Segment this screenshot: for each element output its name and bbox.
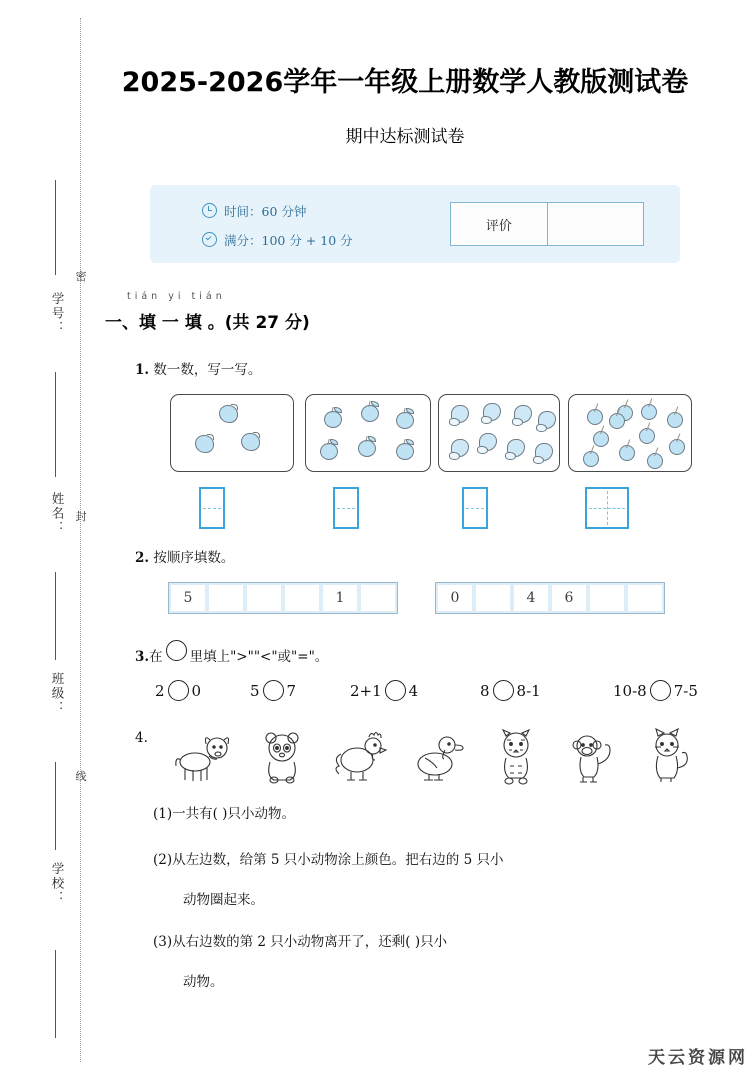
picture-box-strawberries bbox=[170, 394, 294, 472]
exam-time-row bbox=[202, 202, 306, 220]
number-cell[interactable]: 0 bbox=[436, 583, 474, 613]
question-2-number: 2. bbox=[135, 550, 150, 566]
picture-box-apples bbox=[305, 394, 431, 472]
evaluation-label: 评价 bbox=[451, 203, 548, 245]
comparison-left: 2+1 bbox=[350, 681, 382, 700]
margin-field-class: 班级： bbox=[50, 672, 65, 716]
answer-box-4[interactable] bbox=[585, 487, 629, 529]
section-header bbox=[105, 291, 665, 333]
comparison-item-3 bbox=[350, 680, 418, 701]
question-3-comparison-row bbox=[155, 680, 735, 712]
question-4-animal-row bbox=[173, 728, 733, 790]
comparison-right: 0 bbox=[191, 681, 202, 700]
comparison-right: 4 bbox=[408, 681, 419, 700]
number-strip-right bbox=[435, 582, 665, 614]
comparison-left: 8 bbox=[480, 681, 490, 700]
picture-box-cherries bbox=[568, 394, 692, 472]
question-4-sub-1: (1)一共有( )只小动物。 bbox=[153, 806, 295, 822]
question-2-prompt: 按顺序填数。 bbox=[153, 550, 235, 566]
answer-box-2[interactable] bbox=[333, 487, 359, 529]
comparison-item-1 bbox=[155, 680, 201, 701]
seal-char-xian: 线 bbox=[75, 770, 87, 783]
seal-char-mi: 密 bbox=[75, 270, 87, 283]
comparison-right: 8-1 bbox=[516, 681, 541, 700]
question-4-sub-2-line-2: 动物圈起来。 bbox=[183, 892, 264, 908]
question-3-text bbox=[135, 640, 328, 665]
section-title: 一、填 一 填 。(共 27 分) bbox=[105, 313, 310, 333]
exam-score-label: 满分：100 分 + 10 分 bbox=[224, 233, 353, 248]
margin-rule bbox=[55, 572, 56, 660]
picture-box-pears bbox=[438, 394, 560, 472]
exam-time-label: 时间：60 分钟 bbox=[224, 204, 307, 219]
number-cell[interactable] bbox=[626, 583, 664, 613]
evaluation-table bbox=[450, 202, 644, 246]
margin-rule bbox=[55, 762, 56, 850]
cat-icon bbox=[641, 728, 703, 788]
margin-rule bbox=[55, 950, 56, 1038]
comparison-circle[interactable] bbox=[263, 680, 284, 701]
number-cell[interactable]: 4 bbox=[512, 583, 550, 613]
answer-box-3[interactable] bbox=[462, 487, 488, 529]
question-2-text bbox=[135, 546, 234, 566]
comparison-item-4 bbox=[480, 680, 541, 701]
clock-icon bbox=[202, 203, 217, 218]
comparison-item-5 bbox=[613, 680, 698, 701]
margin-field-student-id: 学号： bbox=[50, 292, 65, 336]
comparison-left: 5 bbox=[250, 681, 260, 700]
exam-page bbox=[105, 0, 756, 1080]
comparison-left: 2 bbox=[155, 681, 165, 700]
number-cell[interactable] bbox=[245, 583, 283, 613]
seal-margin bbox=[0, 0, 105, 1080]
question-4-sub-3-line-2: 动物。 bbox=[183, 974, 224, 990]
number-cell[interactable] bbox=[207, 583, 245, 613]
number-cell[interactable]: 6 bbox=[550, 583, 588, 613]
exam-info-panel bbox=[150, 185, 680, 263]
section-pinyin: tián yi tián bbox=[127, 291, 226, 302]
question-3-prompt-b: 里填上">""<"或"="。 bbox=[189, 649, 329, 665]
monkey-icon bbox=[563, 728, 625, 788]
comparison-item-2 bbox=[250, 680, 296, 701]
number-cell[interactable] bbox=[474, 583, 512, 613]
tiger-icon bbox=[485, 728, 547, 788]
comparison-circle[interactable] bbox=[493, 680, 514, 701]
number-cell[interactable]: 1 bbox=[321, 583, 359, 613]
question-1-number: 1. bbox=[135, 362, 150, 378]
page-subtitle: 期中达标测试卷 bbox=[345, 127, 465, 147]
number-strip-left bbox=[168, 582, 398, 614]
page-title: 2025-2026学年一年级上册数学人教版测试卷 bbox=[121, 67, 689, 98]
duck-icon bbox=[407, 728, 469, 788]
watermark-text: 天云资源网 bbox=[648, 1048, 748, 1068]
question-4-number: 4. bbox=[135, 730, 148, 746]
circle-placeholder-icon bbox=[166, 640, 187, 661]
number-cell[interactable]: 5 bbox=[169, 583, 207, 613]
margin-field-name: 姓名： bbox=[50, 492, 65, 536]
comparison-circle[interactable] bbox=[168, 680, 189, 701]
question-4-sub-2-line-1: (2)从左边数，给第 5 只小动物涂上颜色。把右边的 5 只小 bbox=[153, 852, 504, 868]
comparison-right: 7-5 bbox=[673, 681, 698, 700]
dog-icon bbox=[173, 728, 235, 788]
rooster-icon bbox=[329, 728, 391, 788]
comparison-left: 10-8 bbox=[613, 681, 647, 700]
question-1-text bbox=[135, 358, 261, 378]
comparison-circle[interactable] bbox=[650, 680, 671, 701]
panda-icon bbox=[251, 728, 313, 788]
number-cell[interactable] bbox=[359, 583, 397, 613]
seal-char-feng: 封 bbox=[75, 510, 87, 523]
comparison-right: 7 bbox=[286, 681, 297, 700]
comparison-circle[interactable] bbox=[385, 680, 406, 701]
question-1-prompt: 数一数，写一写。 bbox=[153, 362, 262, 378]
evaluation-value-field[interactable] bbox=[548, 203, 644, 245]
question-3-number: 3. bbox=[135, 649, 150, 665]
margin-field-school: 学校： bbox=[50, 862, 65, 906]
margin-rule bbox=[55, 372, 56, 477]
answer-box-1[interactable] bbox=[199, 487, 225, 529]
question-1-picture-row bbox=[170, 394, 700, 472]
question-3-prompt-a: 在 bbox=[149, 649, 163, 665]
margin-rule bbox=[55, 180, 56, 275]
exam-score-row bbox=[202, 231, 353, 249]
question-1-answer-row bbox=[170, 487, 700, 527]
number-cell[interactable] bbox=[283, 583, 321, 613]
number-cell[interactable] bbox=[588, 583, 626, 613]
question-4-sub-3-line-1: (3)从右边数的第 2 只小动物离开了，还剩( )只小 bbox=[153, 934, 448, 950]
check-circle-icon bbox=[202, 232, 217, 247]
seal-dotted-line bbox=[80, 18, 81, 1062]
